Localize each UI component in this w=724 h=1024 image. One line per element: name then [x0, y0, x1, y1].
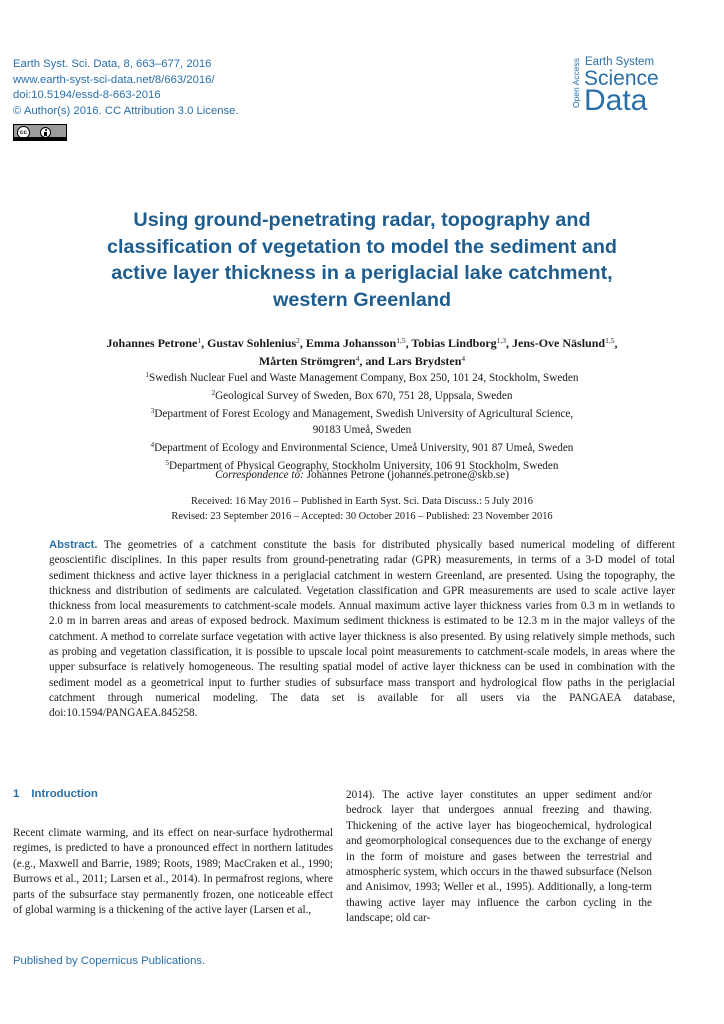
section-number: 1: [13, 788, 20, 800]
title-line: classification of vegetation to model the sediment and: [106, 235, 617, 258]
title-line: western Greenland: [272, 288, 452, 311]
author-name: Mårten Strömgren: [258, 354, 356, 368]
author-affiliation-mark: 1,5: [396, 336, 406, 345]
author-list: Johannes Petrone$^1$, Gustav Sohlenius$^2$, Emma Johansson$^{1,5}$, Tobias Lindborg$^{1,3}$, Jens-Ove Näslund$^{1,5}$, Mårten Strömgren$^4$, and Lars Brydsten$^4$: [106, 336, 618, 368]
body-column-left: Recent climate warming, and its effect on near-surface hydrothermal regimes, is predicted to have a pronounced effect in northern latitudes (e.g., Maxwell and Barrie, 1989; Roots, 1989; MacCraken et al., 1990; Burrows et al., 2011; Larsen et al., 2014). In permafrost regions, where parts of the subsurface stay permanently frozen, one noticeable effect of global warming is a thickening of the active layer (Larsen et al.,: [13, 827, 333, 917]
affiliation-item: $^3$Department of Forest Ecology and Management, Swedish University of Agricultural Science,: [150, 407, 574, 421]
affiliation-item: $^5$Department of Physical Geography, Stockholm University, 106 91 Stockholm, Sweden: [165, 459, 559, 473]
abstract-text: The geometries of a catchment constitute the basis for distributed physically based numerical modeling of different geoscientific disciplines. In this paper results from ground-penetrating radar (GPR) measurements, in terms of a 3-D model of total sediment thickness and active layer thickness in a periglacial catchment in western Greenland, are presented. Using the topography, the thickness and distribution of sediments are calculated. Vegetation classification and GPR measurements are used to scale active layer thickness from local measurements to catchment-scale models. Annual maximum active layer thickness varies from 0.3 m in wetlands to 2.0 m in barren areas and areas of exposed bedrock. Maximum sediment thickness is estimated to be 12.3 m in the major valleys of the catchment. A method to correlate surface vegetation with active layer thickness is also presented. By using relatively simple methods, such as probing and vegetation classification, it is possible to upscale local point measurements to catchment-scale models, in areas where the upper subsurface is relatively homogeneous. The resulting spatial model of active layer thickness can be used in combination with the sediment model as a geometrical input to further studies of subsurface mass transport and hydrological flow paths in the periglacial catchment through numerical modeling. The data set is available for all users via the PANGAEA database, doi:10.1594/PANGAEA.845258.: [49, 539, 675, 720]
dates-line-revised: Revised: 23 September 2016 – Accepted: 30 October 2016 – Published: 23 November 2016: [171, 511, 553, 522]
author-affiliation-mark: 4: [461, 354, 466, 363]
author-name: Johannes Petrone: [106, 336, 198, 350]
title-line: active layer thickness in a periglacial lake catchment,: [111, 262, 613, 284]
logo-line-data: Data: [584, 84, 648, 117]
doi-link[interactable]: doi:10.5194/essd-8-663-2016: [13, 89, 161, 101]
affiliation-item: 90183 Umeå, Sweden: [312, 423, 412, 436]
title-line: Using ground-penetrating radar, topography and: [133, 209, 591, 231]
logo-line-earth-system: Earth System: [585, 56, 655, 68]
section-title: Introduction: [31, 788, 98, 800]
open-access-label: Open Access: [571, 57, 581, 109]
author-affiliation-mark: 1,5: [605, 336, 615, 345]
author-affiliation-mark: 2: [296, 336, 300, 345]
correspondence-contact[interactable]: Johannes Petrone (johannes.petrone@skb.se): [306, 469, 509, 481]
author-name: Emma Johansson: [305, 336, 397, 350]
dates-line-received: Received: 16 May 2016 – Published in Earth Syst. Sci. Data Discuss.: 5 July 2016: [191, 496, 533, 507]
cc-badge-strip: [14, 137, 66, 140]
body-column-right: 2014). The active layer constitutes an upper sediment and/or bedrock layer that undergoes annual freezing and thawing. Thickening of the active layer has biogeochemical, hydrological and geomorphological consequences due to the exchange of energy in the form of moisture and gases between the terrestrial and atmospheric system, which occurs in the thawed subsurface (Nelson and Anisimov, 1993; Weller et al., 1995). Additionally, a long-term thawing active layer may influence the carbon cycling in the landscape; old car-: [346, 789, 652, 925]
section-heading-introduction: [13, 788, 98, 800]
author-name: Tobias Lindborg: [411, 336, 497, 350]
license-text: © Author(s) 2016. CC Attribution 3.0 License.: [13, 104, 239, 117]
affiliation-item: $^4$Department of Ecology and Environmental Science, Umeå University, 901 87 Umeå, Sweden: [150, 440, 574, 454]
abstract-label: Abstract.: [49, 539, 98, 551]
journal-line: Earth Syst. Sci. Data, 8, 663–677, 2016: [13, 58, 212, 70]
publisher-footer[interactable]: Published by Copernicus Publications.: [13, 955, 206, 967]
journal-url-link[interactable]: www.earth-syst-sci-data.net/8/663/2016/: [13, 73, 215, 86]
abstract: [49, 538, 675, 722]
journal-citation-block: [13, 57, 239, 119]
paper-title: [40, 207, 684, 313]
author-name: Gustav Sohlenius: [207, 336, 297, 350]
author-affiliation-mark: 1: [197, 336, 202, 345]
affiliation-item: $^2$Geological Survey of Sweden, Box 670, 751 28, Uppsala, Sweden: [211, 389, 513, 403]
correspondence-label: Correspondence to:: [215, 469, 304, 481]
correspondence: [40, 469, 684, 481]
author-affiliation-mark: 1,3: [496, 336, 507, 345]
author-affiliation-mark: 4: [355, 354, 360, 363]
author-name: Jens-Ove Näslund: [512, 336, 606, 350]
cc-by-icon[interactable]: [13, 124, 67, 141]
affiliation-item: $^1$Swedish Nuclear Fuel and Waste Management Company, Box 250, 101 24, Stockholm, Sweden: [145, 371, 579, 384]
cc-icon: cc: [17, 126, 30, 139]
affiliation-list: [40, 368, 684, 474]
logo-line-science: Science: [584, 67, 659, 90]
publication-dates: [40, 494, 684, 524]
author-name: Lars Brydsten: [387, 354, 462, 368]
